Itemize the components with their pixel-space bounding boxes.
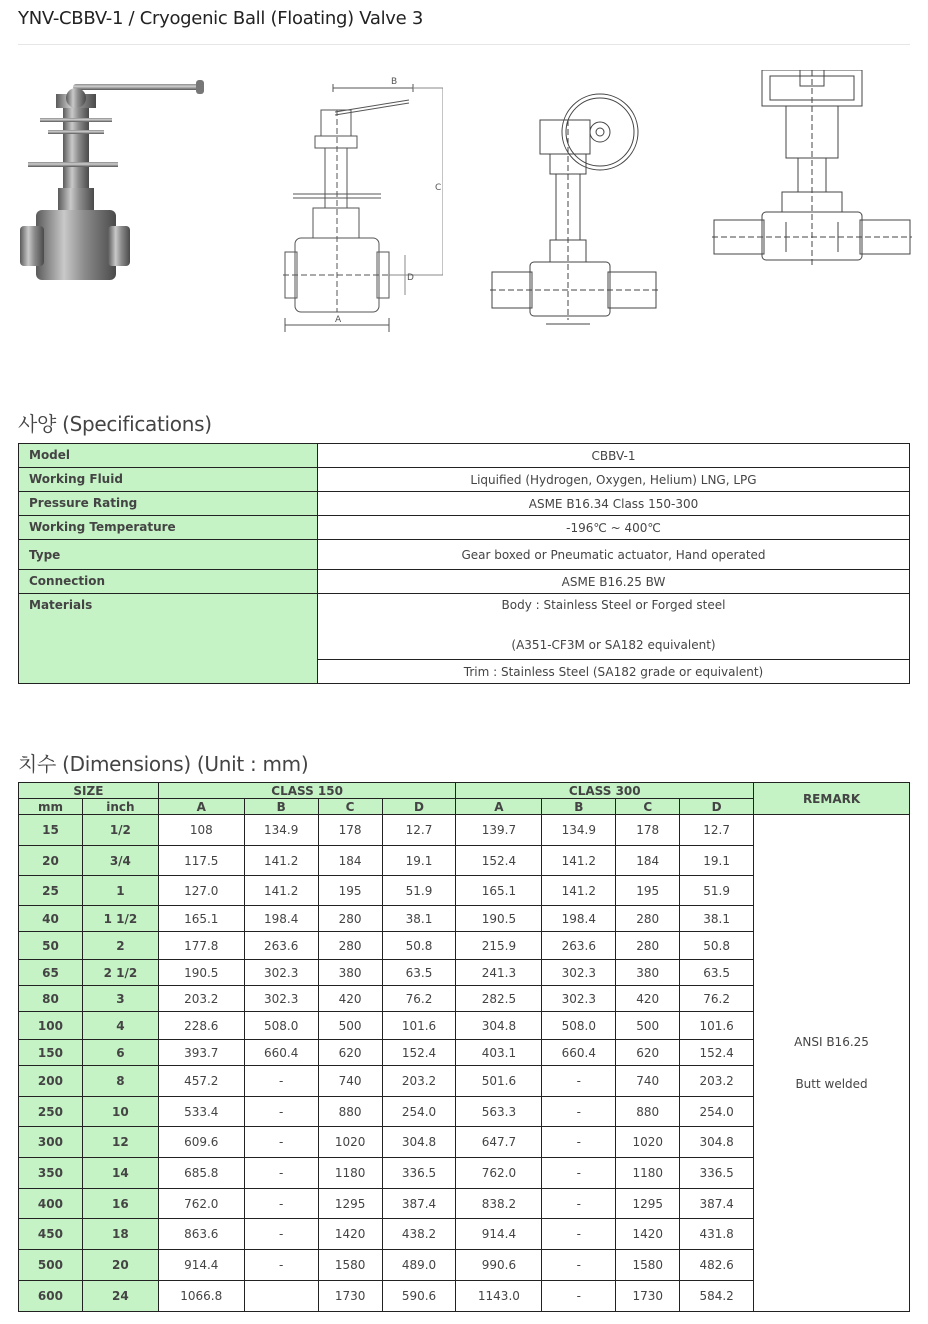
spec-label: Working Temperature: [19, 516, 318, 540]
spec-value: ASME B16.34 Class 150-300: [318, 492, 910, 516]
cell-c300-c: 500: [616, 1012, 680, 1040]
header-c: C: [318, 799, 382, 815]
page-title: YNV-CBBV-1 / Cryogenic Ball (Floating) Valve 3: [18, 8, 424, 29]
cell-c150-d: 76.2: [382, 986, 456, 1012]
remark-line1: ANSI B16.25: [794, 1035, 869, 1049]
cell-c300-d: 63.5: [680, 960, 754, 986]
spec-row-type: [19, 540, 910, 570]
cell-c150-d: 489.0: [382, 1250, 456, 1281]
header-class150: CLASS 150: [158, 783, 456, 799]
actuator-drawing: [712, 70, 912, 270]
cell-c300-c: 280: [616, 932, 680, 960]
cell-c300-d: 51.9: [680, 876, 754, 906]
cell-c150-d: 101.6: [382, 1012, 456, 1040]
cell-c150-d: 152.4: [382, 1040, 456, 1066]
cell-c150-c: 1730: [318, 1281, 382, 1312]
cell-c150-d: 50.8: [382, 932, 456, 960]
cell-c150-b: 263.6: [244, 932, 318, 960]
specifications-heading: 사양 (Specifications): [18, 412, 212, 436]
cell-c150-d: 254.0: [382, 1097, 456, 1127]
cell-c300-b: -: [542, 1250, 616, 1281]
header-d: D: [680, 799, 754, 815]
cell-c300-c: 178: [616, 815, 680, 846]
cell-c300-c: 740: [616, 1066, 680, 1097]
cell-size-mm: 65: [19, 960, 83, 986]
cell-c300-d: 304.8: [680, 1127, 754, 1158]
cell-c300-a: 282.5: [456, 986, 542, 1012]
cell-size-mm: 150: [19, 1040, 83, 1066]
dimensions-heading: 치수 (Dimensions) (Unit : mm): [18, 752, 309, 776]
cell-c300-b: 302.3: [542, 986, 616, 1012]
cell-c300-c: 1580: [616, 1250, 680, 1281]
cell-size-inch: 10: [82, 1097, 158, 1127]
cell-size-inch: 1: [82, 876, 158, 906]
remark-cell: [754, 815, 910, 1312]
materials-body-line2: (A351-CF3M or SA182 equivalent): [511, 638, 716, 652]
header-mm: mm: [19, 799, 83, 815]
cell-c300-d: 19.1: [680, 846, 754, 876]
cell-size-mm: 20: [19, 846, 83, 876]
cell-size-inch: 8: [82, 1066, 158, 1097]
cell-size-inch: 1 1/2: [82, 906, 158, 932]
spec-value-materials-trim: Trim : Stainless Steel (SA182 grade or equivalent): [318, 660, 910, 684]
cell-c150-d: 19.1: [382, 846, 456, 876]
cell-c300-c: 420: [616, 986, 680, 1012]
cell-c150-c: 1180: [318, 1158, 382, 1189]
cell-c300-c: 620: [616, 1040, 680, 1066]
cell-c150-c: 880: [318, 1097, 382, 1127]
header-class300: CLASS 300: [456, 783, 754, 799]
cell-c300-c: 1730: [616, 1281, 680, 1312]
cell-size-inch: 24: [82, 1281, 158, 1312]
cell-c150-c: 178: [318, 815, 382, 846]
spec-row-working-temperature: [19, 516, 910, 540]
cell-c150-b: -: [244, 1127, 318, 1158]
cell-c300-d: 387.4: [680, 1189, 754, 1219]
cell-c150-a: 177.8: [158, 932, 244, 960]
cell-c300-b: 141.2: [542, 876, 616, 906]
cell-c150-c: 1420: [318, 1219, 382, 1250]
cell-c150-a: 393.7: [158, 1040, 244, 1066]
spec-value: ASME B16.25 BW: [318, 570, 910, 594]
cell-c150-c: 740: [318, 1066, 382, 1097]
cell-c300-c: 1020: [616, 1127, 680, 1158]
cell-c150-d: 336.5: [382, 1158, 456, 1189]
cell-c150-a: 609.6: [158, 1127, 244, 1158]
cell-size-mm: 500: [19, 1250, 83, 1281]
cell-c150-a: 533.4: [158, 1097, 244, 1127]
cell-c300-d: 431.8: [680, 1219, 754, 1250]
cell-c300-c: 1420: [616, 1219, 680, 1250]
cell-c300-a: 990.6: [456, 1250, 542, 1281]
header-inch: inch: [82, 799, 158, 815]
cell-size-inch: 6: [82, 1040, 158, 1066]
cell-c150-a: 127.0: [158, 876, 244, 906]
cell-c300-c: 184: [616, 846, 680, 876]
cell-c300-b: 660.4: [542, 1040, 616, 1066]
cell-c300-c: 280: [616, 906, 680, 932]
cell-c300-a: 403.1: [456, 1040, 542, 1066]
cell-size-mm: 600: [19, 1281, 83, 1312]
spec-label: Pressure Rating: [19, 492, 318, 516]
cell-c300-a: 190.5: [456, 906, 542, 932]
dim-label-c: C: [435, 183, 442, 193]
cell-c150-a: 863.6: [158, 1219, 244, 1250]
header-b: B: [244, 799, 318, 815]
cell-c300-d: 76.2: [680, 986, 754, 1012]
cell-c150-b: -: [244, 1158, 318, 1189]
cell-c300-a: 762.0: [456, 1158, 542, 1189]
cell-c150-b: 302.3: [244, 986, 318, 1012]
cell-c150-c: 1020: [318, 1127, 382, 1158]
cell-c300-a: 304.8: [456, 1012, 542, 1040]
cell-c150-a: 457.2: [158, 1066, 244, 1097]
cell-c150-c: 420: [318, 986, 382, 1012]
cell-c300-a: 139.7: [456, 815, 542, 846]
cell-c300-a: 914.4: [456, 1219, 542, 1250]
cell-size-inch: 18: [82, 1219, 158, 1250]
spec-label: Materials: [19, 594, 318, 684]
cell-c300-b: -: [542, 1281, 616, 1312]
spec-value: Gear boxed or Pneumatic actuator, Hand operated: [318, 540, 910, 570]
cell-c300-c: 1295: [616, 1189, 680, 1219]
cell-c150-b: -: [244, 1189, 318, 1219]
spec-row-working-fluid: [19, 468, 910, 492]
spec-label: Connection: [19, 570, 318, 594]
spec-label: Model: [19, 444, 318, 468]
cell-size-mm: 400: [19, 1189, 83, 1219]
cell-c300-b: 508.0: [542, 1012, 616, 1040]
cell-size-inch: 2: [82, 932, 158, 960]
spec-label: Type: [19, 540, 318, 570]
spec-value: Liquified (Hydrogen, Oxygen, Helium) LNG, LPG: [318, 468, 910, 492]
cell-c150-c: 500: [318, 1012, 382, 1040]
cell-c300-d: 101.6: [680, 1012, 754, 1040]
materials-body-line1: Body : Stainless Steel or Forged steel: [501, 598, 726, 612]
cell-c300-b: 263.6: [542, 932, 616, 960]
cell-c150-b: [244, 1281, 318, 1312]
cell-c300-b: -: [542, 1066, 616, 1097]
cell-c150-c: 184: [318, 846, 382, 876]
cell-size-mm: 25: [19, 876, 83, 906]
cell-c300-b: 141.2: [542, 846, 616, 876]
header-size: SIZE: [19, 783, 159, 799]
spec-row-materials: [19, 594, 910, 660]
cell-c300-d: 203.2: [680, 1066, 754, 1097]
header-c: C: [616, 799, 680, 815]
cell-c150-a: 762.0: [158, 1189, 244, 1219]
cell-c150-d: 590.6: [382, 1281, 456, 1312]
cell-size-mm: 250: [19, 1097, 83, 1127]
cell-size-mm: 200: [19, 1066, 83, 1097]
cell-c300-a: 501.6: [456, 1066, 542, 1097]
cell-c150-c: 1295: [318, 1189, 382, 1219]
cell-c300-a: 241.3: [456, 960, 542, 986]
dimensions-table: [18, 782, 910, 1312]
cell-c150-d: 12.7: [382, 815, 456, 846]
cell-c150-c: 280: [318, 906, 382, 932]
cell-size-inch: 3/4: [82, 846, 158, 876]
cell-c300-b: -: [542, 1189, 616, 1219]
gearbox-drawing: [490, 80, 660, 340]
spec-value: CBBV-1: [318, 444, 910, 468]
dimensions-body: [19, 815, 910, 1312]
header-a: A: [158, 799, 244, 815]
cell-c300-d: 584.2: [680, 1281, 754, 1312]
cell-c150-a: 914.4: [158, 1250, 244, 1281]
cell-c150-d: 387.4: [382, 1189, 456, 1219]
header-d: D: [382, 799, 456, 815]
cell-c150-c: 1580: [318, 1250, 382, 1281]
cell-c150-d: 38.1: [382, 906, 456, 932]
cell-c150-d: 51.9: [382, 876, 456, 906]
table-row: [19, 815, 910, 846]
cell-c300-a: 215.9: [456, 932, 542, 960]
dimension-drawing: [263, 70, 443, 340]
cell-c150-b: -: [244, 1066, 318, 1097]
cell-c150-c: 620: [318, 1040, 382, 1066]
header-b: B: [542, 799, 616, 815]
header-remark: REMARK: [754, 783, 910, 815]
specifications-table: [18, 443, 910, 684]
cell-c150-b: 134.9: [244, 815, 318, 846]
spec-row-pressure-rating: [19, 492, 910, 516]
cell-c150-a: 228.6: [158, 1012, 244, 1040]
cell-c150-c: 380: [318, 960, 382, 986]
cell-c300-a: 1143.0: [456, 1281, 542, 1312]
remark-line2: Butt welded: [795, 1077, 868, 1091]
product-images: [18, 60, 910, 350]
cell-size-mm: 40: [19, 906, 83, 932]
cell-c150-a: 165.1: [158, 906, 244, 932]
spec-row-connection: [19, 570, 910, 594]
cell-c150-d: 438.2: [382, 1219, 456, 1250]
cell-size-mm: 15: [19, 815, 83, 846]
cell-c150-b: 141.2: [244, 876, 318, 906]
cell-c300-c: 195: [616, 876, 680, 906]
cell-c150-d: 63.5: [382, 960, 456, 986]
cell-c150-a: 117.5: [158, 846, 244, 876]
cell-c300-b: -: [542, 1219, 616, 1250]
cell-c150-b: 198.4: [244, 906, 318, 932]
spec-value: -196℃ ~ 400℃: [318, 516, 910, 540]
spec-label: Working Fluid: [19, 468, 318, 492]
cell-c300-d: 254.0: [680, 1097, 754, 1127]
cell-size-mm: 350: [19, 1158, 83, 1189]
cell-c300-d: 12.7: [680, 815, 754, 846]
spec-value-materials-body: [318, 594, 910, 660]
cell-size-mm: 50: [19, 932, 83, 960]
cell-size-inch: 14: [82, 1158, 158, 1189]
cell-c300-b: -: [542, 1158, 616, 1189]
cell-c150-a: 203.2: [158, 986, 244, 1012]
cell-c300-d: 336.5: [680, 1158, 754, 1189]
cell-size-inch: 16: [82, 1189, 158, 1219]
cell-c300-a: 647.7: [456, 1127, 542, 1158]
cell-size-mm: 300: [19, 1127, 83, 1158]
cell-c150-c: 195: [318, 876, 382, 906]
dim-label-a: A: [335, 315, 342, 325]
cell-c300-b: -: [542, 1127, 616, 1158]
cell-c300-b: -: [542, 1097, 616, 1127]
title-divider: [18, 44, 910, 45]
cell-c300-d: 152.4: [680, 1040, 754, 1066]
cell-c300-d: 50.8: [680, 932, 754, 960]
cell-c150-c: 280: [318, 932, 382, 960]
cell-size-inch: 3: [82, 986, 158, 1012]
cell-c150-b: -: [244, 1097, 318, 1127]
cell-c300-c: 880: [616, 1097, 680, 1127]
cell-c150-d: 203.2: [382, 1066, 456, 1097]
cell-size-inch: 1/2: [82, 815, 158, 846]
cell-size-inch: 2 1/2: [82, 960, 158, 986]
cell-c150-d: 304.8: [382, 1127, 456, 1158]
cell-c300-b: 198.4: [542, 906, 616, 932]
cell-size-mm: 100: [19, 1012, 83, 1040]
cell-size-mm: 80: [19, 986, 83, 1012]
cell-c150-b: -: [244, 1219, 318, 1250]
cell-c300-a: 152.4: [456, 846, 542, 876]
cell-c300-d: 482.6: [680, 1250, 754, 1281]
cell-size-mm: 450: [19, 1219, 83, 1250]
dim-label-b: B: [391, 77, 398, 87]
cell-c150-b: 660.4: [244, 1040, 318, 1066]
cell-c300-a: 563.3: [456, 1097, 542, 1127]
cell-c300-d: 38.1: [680, 906, 754, 932]
cell-c150-b: 508.0: [244, 1012, 318, 1040]
cell-c300-a: 165.1: [456, 876, 542, 906]
header-a: A: [456, 799, 542, 815]
cell-size-inch: 20: [82, 1250, 158, 1281]
cell-c150-b: -: [244, 1250, 318, 1281]
cell-c150-a: 1066.8: [158, 1281, 244, 1312]
cell-c300-b: 134.9: [542, 815, 616, 846]
valve-photo: [18, 70, 208, 300]
cell-c300-a: 838.2: [456, 1189, 542, 1219]
cell-c150-a: 108: [158, 815, 244, 846]
cell-c300-c: 1180: [616, 1158, 680, 1189]
cell-size-inch: 4: [82, 1012, 158, 1040]
cell-size-inch: 12: [82, 1127, 158, 1158]
dim-label-d: D: [407, 273, 414, 283]
cell-c150-a: 190.5: [158, 960, 244, 986]
cell-c150-a: 685.8: [158, 1158, 244, 1189]
cell-c300-c: 380: [616, 960, 680, 986]
cell-c150-b: 302.3: [244, 960, 318, 986]
cell-c300-b: 302.3: [542, 960, 616, 986]
cell-c150-b: 141.2: [244, 846, 318, 876]
spec-row-model: [19, 444, 910, 468]
